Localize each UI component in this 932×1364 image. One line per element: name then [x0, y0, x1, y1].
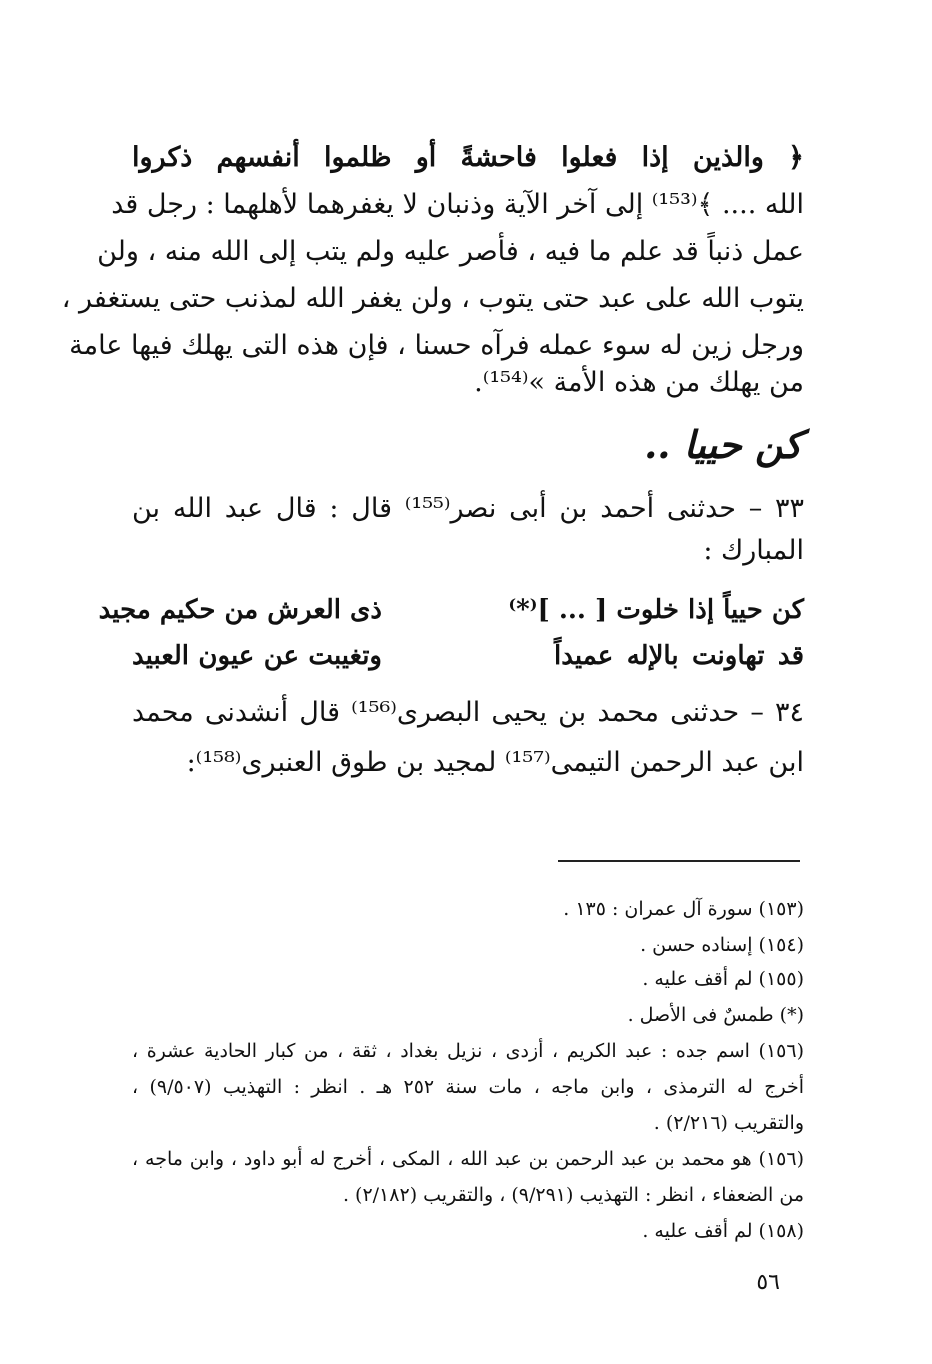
para33-line-2: المبارك :	[703, 535, 804, 566]
footnote-154: (١٥٤) إسناده حسن .	[640, 934, 804, 956]
poem-verse-1-first-hemistich: كن حيياً إذا خلوت [ ... ]⁽*⁾	[508, 595, 804, 625]
para33-line-1: ٣٣ – حدثنى أحمد بن أبى نصر⁽¹⁵⁵⁾ قال : قال عبد الله بن	[132, 493, 804, 524]
poem-verse-2-first-hemistich: قد تهاونت بالإله عميداً	[554, 641, 804, 671]
section-heading: كن حييا ..	[644, 422, 802, 467]
page-number: ٥٦	[756, 1270, 780, 1295]
para34-line-2: ابن عبد الرحمن التيمى⁽¹⁵⁷⁾ لمجيد بن طوق العنبرى⁽¹⁵⁸⁾:	[186, 747, 804, 778]
body-line-4: يتوب الله على عبد حتى يتوب ، ولن يغفر الله لمذنب حتى يستغفر ،	[61, 283, 804, 314]
footnote-asterisk: (*) طمسٌ فى الأصل .	[627, 1004, 804, 1026]
body-line-5: ورجل زين له سوء عمله فرآه حسنا ، فإن هذه التى يهلك فيها عامة	[69, 330, 804, 361]
poem-verse-2-second-hemistich: وتغيبت عن عيون العبيد	[132, 641, 382, 671]
body-line-2: الله .... ﴾⁽¹⁵³⁾ إلى آخر الآية وذنبان لا يغفرهما لأهلهما : رجل قد	[111, 189, 804, 220]
footnote-156-line-1: (١٥٦) اسم جده : عبد الكريم ، أزدى ، نزيل بغداد ، ثقة ، من كبار الحادية عشرة ،	[132, 1040, 804, 1062]
footnote-157-line-1: (١٥٦) هو محمد بن عبد الرحمن بن عبد الله ، المكى ، أخرج له أبو داود ، وابن ماجه ،	[132, 1148, 805, 1170]
footnote-156-line-2: أخرج له الترمذى ، وابن ماجه ، مات سنة ٢٥٢ هـ . انظر : التهذيب (٩/٥٠٧) ،	[132, 1076, 804, 1098]
poem-verse-1-second-hemistich: ذى العرش من حكيم مجيد	[98, 595, 382, 625]
footnote-158: (١٥٨) لم أقف عليه .	[642, 1220, 804, 1242]
poem-verse-1	[98, 588, 804, 632]
footnote-155: (١٥٥) لم أقف عليه .	[642, 968, 804, 990]
para34-line-1: ٣٤ – حدثنى محمد بن يحيى البصرى⁽¹⁵⁶⁾ قال أنشدنى محمد	[132, 697, 804, 728]
body-line-1: ﴿ والذين إذا فعلوا فاحشةً أو ظلموا أنفسهم ذكروا	[132, 142, 804, 173]
body-line-6: من يهلك من هذه الأمة »⁽¹⁵⁴⁾.	[474, 367, 804, 398]
footnote-separator	[558, 860, 800, 862]
footnote-156-line-3: والتقريب (٢/٢١٦) .	[653, 1112, 804, 1134]
footnote-157-line-2: من الضعفاء ، انظر : التهذيب (٩/٢٩١) ، والتقريب (٢/١٨٢) .	[342, 1184, 804, 1206]
poem-verse-2	[132, 634, 804, 678]
body-line-3: عمل ذنباً قد علم ما فيه ، فأصر عليه ولم يتب إلى الله منه ، ولن	[97, 236, 804, 267]
footnote-153: (١٥٣) سورة آل عمران : ١٣٥ .	[563, 898, 804, 920]
